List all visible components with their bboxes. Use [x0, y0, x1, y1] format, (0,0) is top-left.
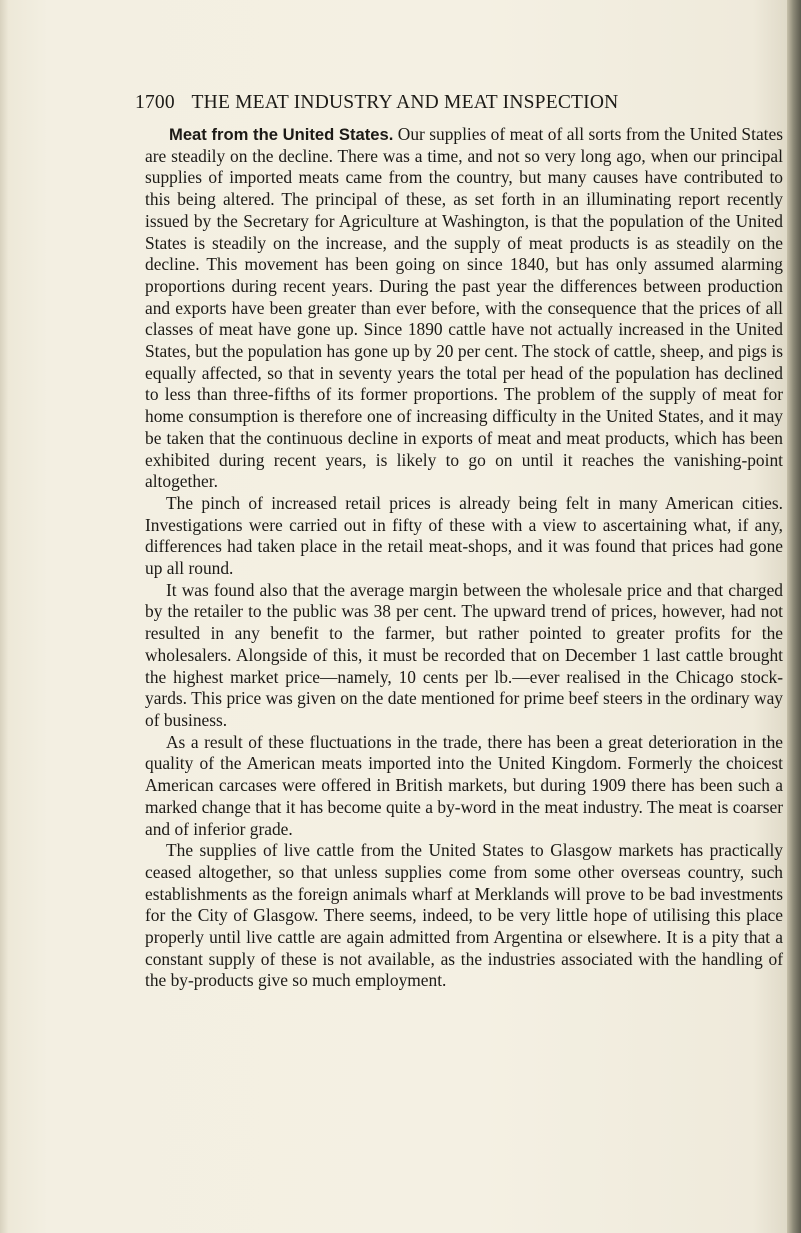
section-side-heading: Meat from the United States.	[169, 125, 394, 144]
page-edge-shadow	[787, 0, 801, 1233]
page-gutter-shadow	[0, 0, 8, 1233]
paragraph-5: The supplies of live cattle from the United States to Glasgow markets has practically ceased altogether, so that unless supplies come from some other overseas country, such establishments as the foreign animals wharf at Merklands will prove to be bad investments for the City of Glasgow. There seems, indeed, to be very little hope of utilising this place properly until live cattle are again admitted from Argentina or elsewhere. It is a pity that a constant supply of these is not available, as the industries associated with the handling of the by-products give so much employment.	[145, 840, 783, 991]
paragraph-1	[145, 124, 783, 493]
page-number: 1700	[135, 92, 175, 113]
paragraph-2: The pinch of increased retail prices is already being felt in many American cities. Investigations were carried out in fifty of these with a view to ascertaining what, if any, differences had taken place in the retail meat-shops, and it was found that prices had gone up all round.	[145, 492, 783, 579]
running-title: THE MEAT INDUSTRY AND MEAT INSPECTION	[191, 92, 619, 113]
paragraph-1-text: Our supplies of meat of all sorts from the United States are steadily on the decline. There was a time, and not so very long ago, when our principal supplies of imported meats came from the country, but many causes have contributed to this being altered. The principal of these, as set forth in an illuminating report recently issued by the Secretary for Agriculture at Washington, is that the population of the United States is steadily on the increase, and the supply of meat products is as steadily on the decline. This movement has been going on since 1840, but has only assumed alarming proportions during recent years. During the past year the differences between production and exports have been greater than ever before, with the consequence that the prices of all classes of meat have gone up. Since 1890 cattle have not actually increased in the United States, but the population has gone up by 20 per cent. The stock of cattle, sheep, and pigs is equally affected, so that in seventy years the total per head of the population has declined to less than three-fifths of its former proportions. The problem of the supply of meat for home consumption is therefore one of increasing difficulty in the United States, and it may be taken that the continuous decline in exports of meat and meat products, which has been exhibited during recent years, is likely to go on until it reaches the vanishing-point altogether.	[145, 124, 783, 492]
running-head	[135, 92, 695, 114]
body-text	[145, 124, 783, 992]
paragraph-3: It was found also that the average margin between the wholesale price and that charged by the retailer to the public was 38 per cent. The upward trend of prices, however, had not resulted in any benefit to the farmer, but rather pointed to greater profits for the wholesalers. Alongside of this, it must be recorded that on December 1 last cattle brought the highest market price—namely, 10 cents per lb.—ever realised in the Chicago stock-yards. This price was given on the date mentioned for prime beef steers in the ordinary way of business.	[145, 579, 783, 730]
paragraph-4: As a result of these fluctuations in the trade, there has been a great deterioration in the quality of the American meats imported into the United Kingdom. Formerly the choicest American carcases were offered in British markets, but during 1909 there has been such a marked change that it has become quite a by-word in the meat industry. The meat is coarser and of inferior grade.	[145, 731, 783, 839]
